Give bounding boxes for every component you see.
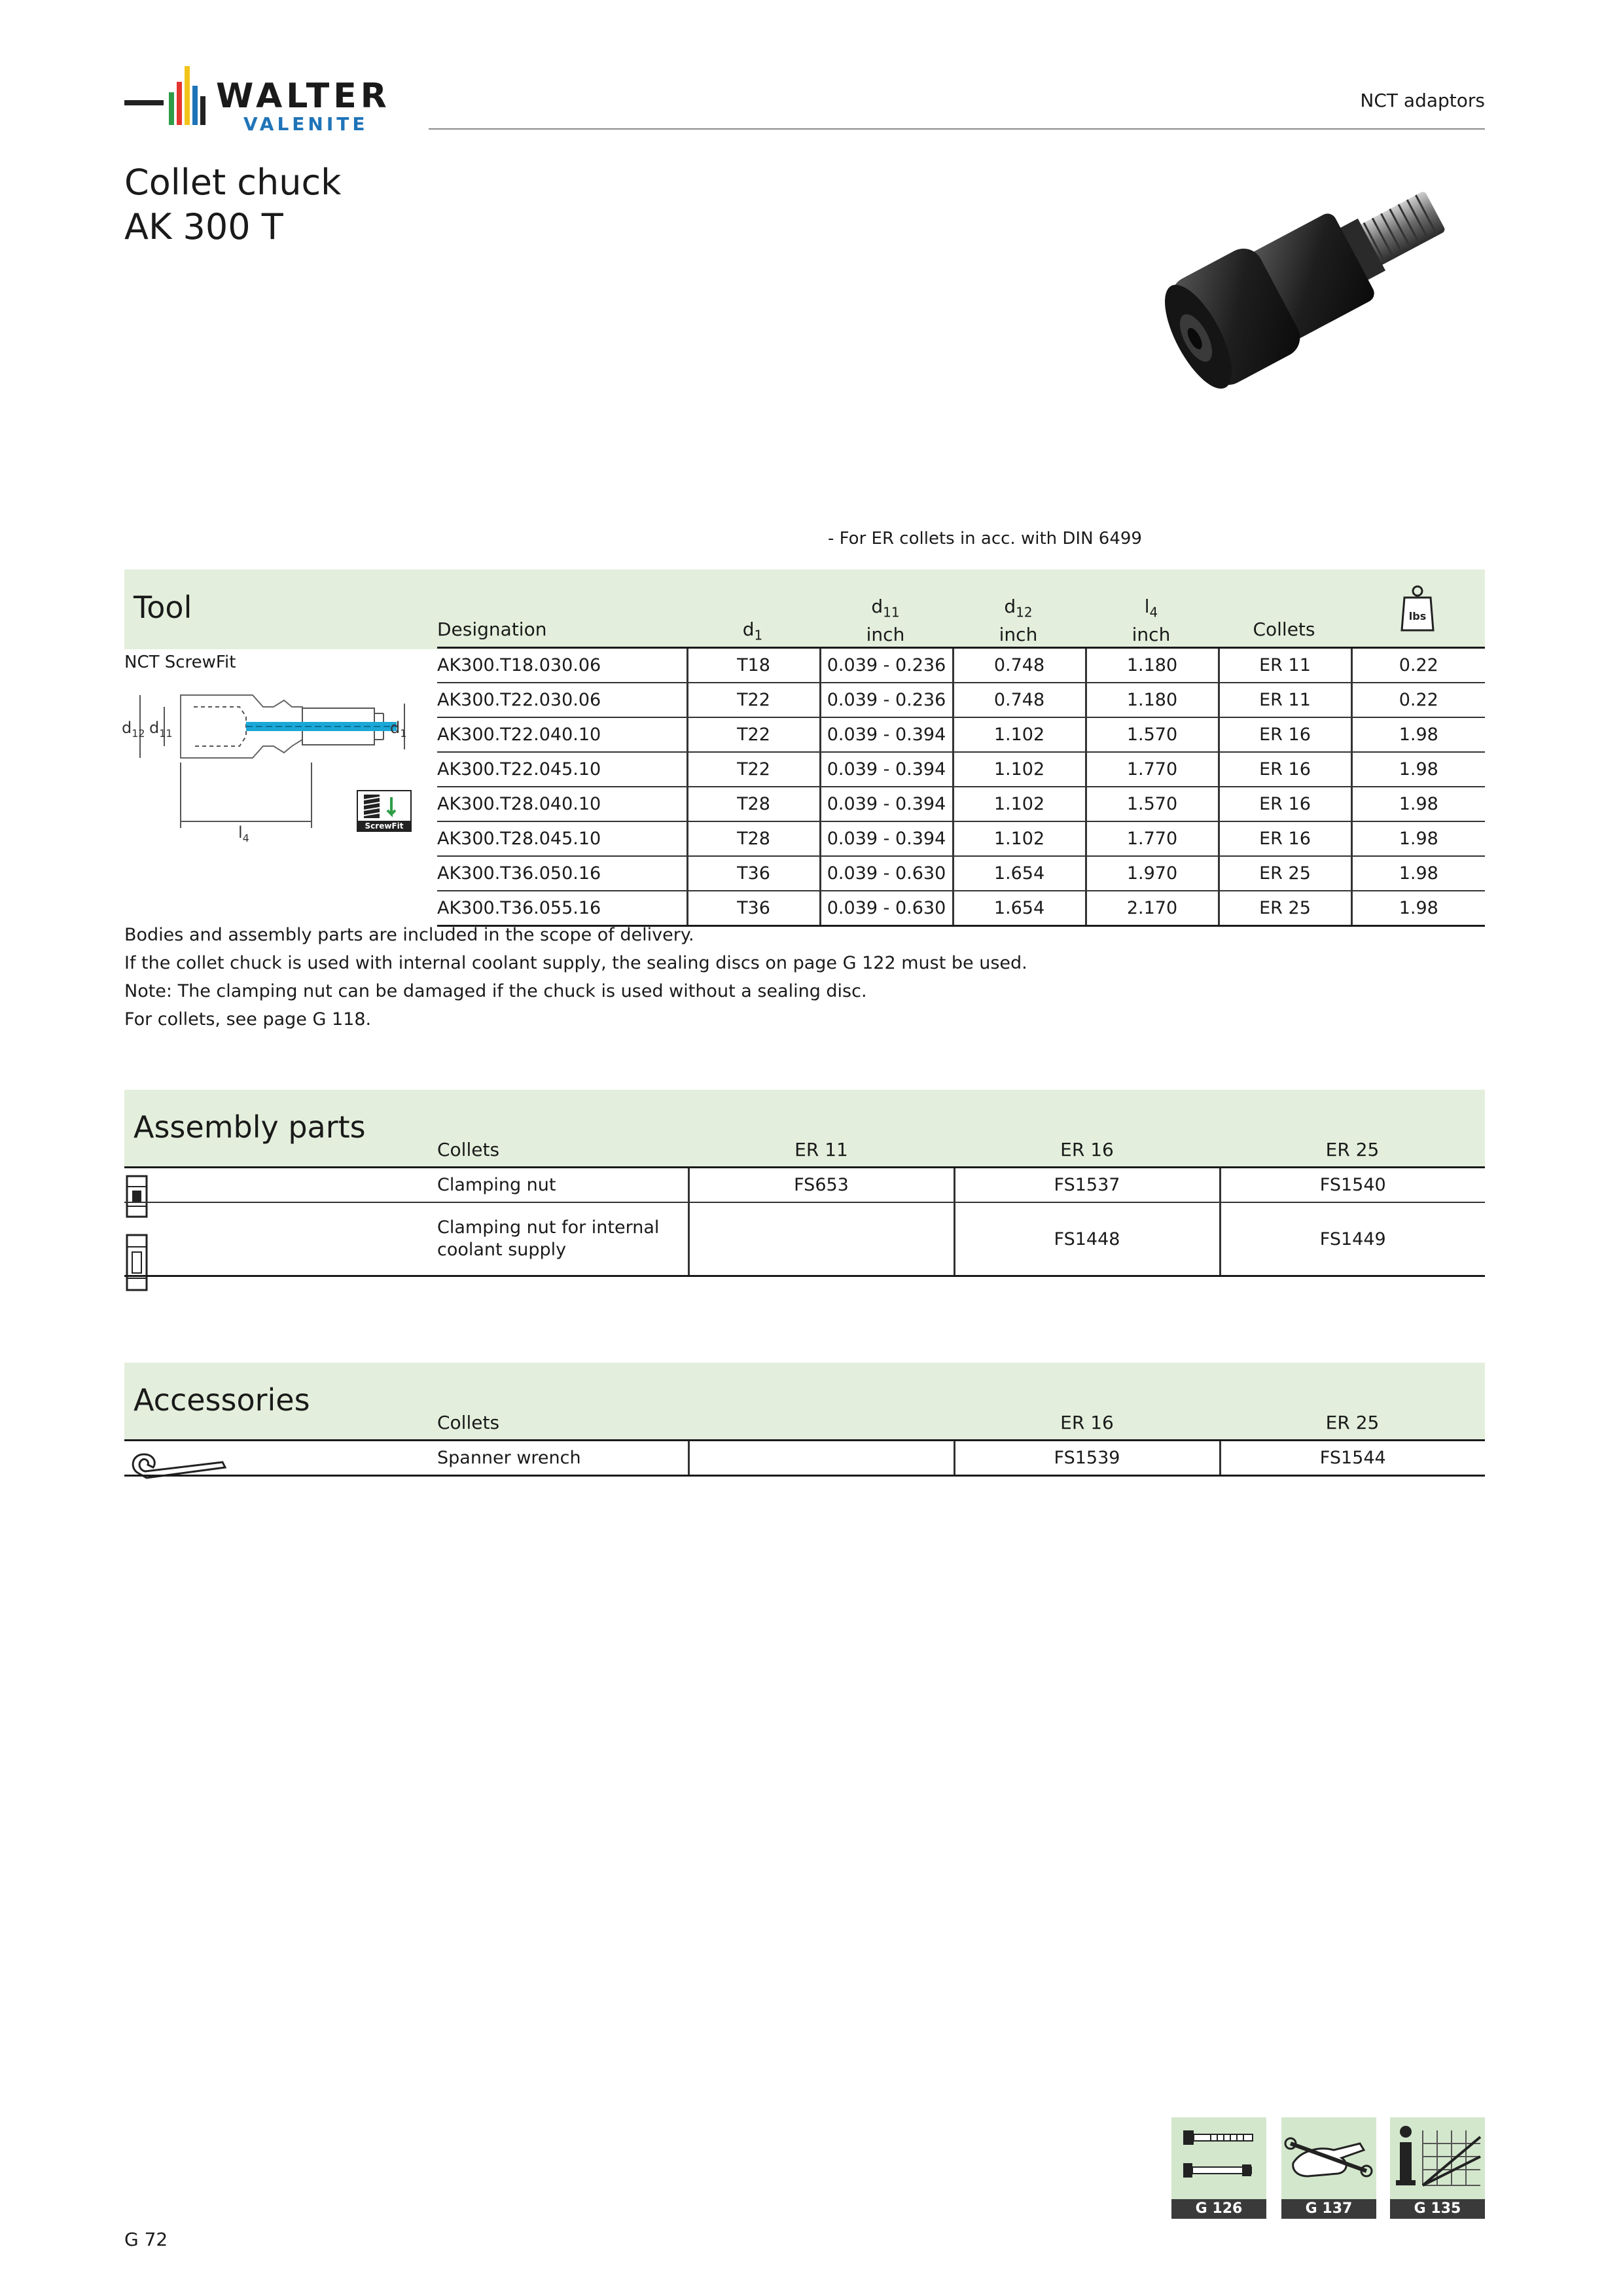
cell-d12: 1.102 — [953, 787, 1086, 821]
part-name-line-1: Clamping nut for internal — [437, 1217, 660, 1238]
bolts-icon — [1171, 2117, 1266, 2199]
table-row — [437, 821, 1485, 856]
cell-blank — [688, 1441, 954, 1476]
cell-designation: AK300.T28.040.10 — [437, 787, 687, 821]
brand-logo — [124, 62, 399, 134]
assembly-collets-label: Collets — [437, 1139, 500, 1160]
note-2: If the collet chuck is used with internal coolant supply, the sealing discs on page G 122 must be used. — [124, 953, 1027, 973]
cell-d1: T36 — [687, 856, 820, 891]
weight-icon — [1399, 584, 1436, 633]
cell-d11: 0.039 - 0.630 — [820, 891, 953, 926]
cell-er25: FS1540 — [1220, 1168, 1485, 1202]
brand-subname: VALENITE — [243, 113, 368, 135]
table-row — [437, 683, 1485, 717]
col-l4-symbol: l — [1144, 596, 1150, 617]
drawing-d1-sub: 1 — [400, 727, 407, 740]
page-title — [124, 160, 341, 249]
cell-d1: T22 — [687, 752, 820, 787]
col-d1-symbol: d — [742, 619, 755, 640]
col-l4 — [1086, 596, 1217, 646]
cell-d12: 0.748 — [953, 649, 1086, 683]
cell-designation: AK300.T18.030.06 — [437, 649, 687, 683]
table-row — [124, 1441, 1485, 1476]
table-row — [437, 649, 1485, 683]
cell-d11: 0.039 - 0.394 — [820, 787, 953, 821]
cell-part-name — [124, 1202, 688, 1276]
table-row — [437, 717, 1485, 752]
cell-d11: 0.039 - 0.236 — [820, 683, 953, 717]
note-1: Bodies and assembly parts are included in the scope of delivery. — [124, 925, 694, 945]
part-name-line-2: coolant supply — [437, 1240, 567, 1260]
product-photo — [1139, 154, 1492, 403]
weight-unit: lbs — [1408, 610, 1427, 622]
collet-chuck-image — [1139, 154, 1492, 403]
cell-weight: 0.22 — [1351, 683, 1485, 717]
cell-collets: ER 16 — [1219, 787, 1351, 821]
tool-dimension-drawing — [122, 681, 416, 844]
col-d12 — [953, 596, 1084, 646]
cell-accessory-name — [124, 1441, 688, 1476]
header-divider — [429, 128, 1485, 130]
svg-text:l4 — [238, 823, 249, 844]
cell-l4: 1.770 — [1086, 821, 1219, 856]
cell-weight: 1.98 — [1351, 856, 1485, 891]
ref-tab-info[interactable] — [1390, 2117, 1485, 2219]
note-3: Note: The clamping nut can be damaged if the chuck is used without a sealing disc. — [124, 981, 867, 1001]
drawing-l4-symbol: l — [238, 823, 243, 842]
col-d1 — [726, 619, 779, 643]
col-d11-unit: inch — [866, 623, 905, 645]
hand-wrench-icon — [1281, 2117, 1376, 2199]
cell-d11: 0.039 - 0.394 — [820, 717, 953, 752]
cell-l4: 1.570 — [1086, 787, 1219, 821]
ref-tab-bolts[interactable] — [1171, 2117, 1266, 2219]
cell-d1: T28 — [687, 821, 820, 856]
accessories-section-title: Accessories — [134, 1382, 310, 1418]
drawing-d12-sub: 12 — [132, 727, 145, 740]
cell-d11: 0.039 - 0.394 — [820, 821, 953, 856]
col-d11 — [820, 596, 951, 646]
cell-collets: ER 25 — [1219, 856, 1351, 891]
ref-label-3: G 135 — [1390, 2199, 1485, 2219]
cell-d1: T22 — [687, 717, 820, 752]
title-line-1: Collet chuck — [124, 162, 342, 203]
cell-d12: 0.748 — [953, 683, 1086, 717]
header-category: NCT adaptors — [1360, 90, 1485, 111]
col-l4-sub: 4 — [1149, 604, 1158, 620]
col-collets: Collets — [1253, 619, 1315, 640]
col-d12-unit: inch — [999, 623, 1038, 645]
cell-designation: AK300.T36.050.16 — [437, 856, 687, 891]
cell-er11 — [688, 1202, 954, 1276]
cell-weight: 1.98 — [1351, 821, 1485, 856]
table-row — [437, 891, 1485, 926]
screwfit-badge — [357, 791, 411, 831]
assembly-col-er16: ER 16 — [1060, 1139, 1114, 1160]
product-note: - For ER collets in acc. with DIN 6499 — [828, 529, 1142, 548]
screwfit-badge-label: ScrewFit — [365, 821, 404, 831]
cell-l4: 1.570 — [1086, 717, 1219, 752]
cell-part-name — [124, 1168, 688, 1202]
cell-collets: ER 11 — [1219, 649, 1351, 683]
cell-er25: FS1449 — [1220, 1202, 1485, 1276]
cell-collets: ER 25 — [1219, 891, 1351, 926]
cell-weight: 1.98 — [1351, 891, 1485, 926]
tool-table — [437, 649, 1485, 927]
col-l4-unit: inch — [1132, 623, 1171, 645]
svg-text:d11 — [149, 719, 173, 740]
note-4: For collets, see page G 118. — [124, 1009, 372, 1030]
cell-designation: AK300.T22.045.10 — [437, 752, 687, 787]
cell-er16: FS1448 — [954, 1202, 1220, 1276]
col-d1-sub: 1 — [754, 627, 763, 643]
cell-l4: 1.970 — [1086, 856, 1219, 891]
bolts-icon-box — [1171, 2117, 1266, 2199]
info-chart-icon — [1390, 2117, 1485, 2199]
cell-d12: 1.654 — [953, 856, 1086, 891]
accessories-table — [124, 1441, 1485, 1477]
accessories-col-er16: ER 16 — [1060, 1412, 1114, 1433]
cell-collets: ER 16 — [1219, 717, 1351, 752]
cell-weight: 1.98 — [1351, 787, 1485, 821]
brand-name: WALTER — [216, 77, 391, 116]
assembly-col-er11: ER 11 — [794, 1139, 848, 1160]
assembly-table — [124, 1168, 1485, 1277]
cell-l4: 1.180 — [1086, 649, 1219, 683]
drawing-d11-symbol: d — [149, 719, 160, 737]
table-row — [124, 1202, 1485, 1276]
title-line-2: AK 300 T — [124, 206, 283, 247]
cell-d12: 1.102 — [953, 821, 1086, 856]
drawing-l4-sub: 4 — [242, 832, 249, 844]
cell-weight: 1.98 — [1351, 752, 1485, 787]
table-row — [437, 856, 1485, 891]
cell-d1: T18 — [687, 649, 820, 683]
accessories-col-er25: ER 25 — [1325, 1412, 1380, 1433]
cell-d11: 0.039 - 0.236 — [820, 649, 953, 683]
cell-d11: 0.039 - 0.630 — [820, 856, 953, 891]
cell-l4: 2.170 — [1086, 891, 1219, 926]
assembly-section-title: Assembly parts — [134, 1109, 366, 1145]
drawing-d11-sub: 11 — [159, 727, 173, 740]
cell-designation: AK300.T28.045.10 — [437, 821, 687, 856]
assembly-col-er25: ER 25 — [1325, 1139, 1380, 1160]
cell-collets: ER 16 — [1219, 752, 1351, 787]
cell-weight: 0.22 — [1351, 649, 1485, 683]
page-number: G 72 — [124, 2229, 168, 2250]
cell-designation: AK300.T36.055.16 — [437, 891, 687, 926]
col-d12-symbol: d — [1004, 596, 1016, 617]
col-d12-sub: 12 — [1016, 604, 1033, 620]
col-designation: Designation — [437, 619, 547, 640]
cell-weight: 1.98 — [1351, 717, 1485, 752]
cell-collets: ER 11 — [1219, 683, 1351, 717]
drawing-d1-symbol: d — [390, 719, 401, 737]
ref-label-2: G 137 — [1281, 2199, 1376, 2219]
cell-er25: FS1544 — [1220, 1441, 1485, 1476]
col-d11-symbol: d — [871, 596, 883, 617]
accessories-collets-label: Collets — [437, 1412, 500, 1433]
cell-er16: FS1539 — [954, 1441, 1220, 1476]
ref-label-1: G 126 — [1171, 2199, 1266, 2219]
part-name-text: Clamping nut — [437, 1175, 556, 1195]
cell-designation: AK300.T22.030.06 — [437, 683, 687, 717]
cell-er11: FS653 — [688, 1168, 954, 1202]
info-chart-icon-box — [1390, 2117, 1485, 2199]
tool-sub-label: NCT ScrewFit — [124, 653, 236, 672]
cell-d12: 1.102 — [953, 717, 1086, 752]
cell-d12: 1.654 — [953, 891, 1086, 926]
cell-d12: 1.102 — [953, 752, 1086, 787]
col-d11-sub: 11 — [883, 604, 900, 620]
table-row — [124, 1168, 1485, 1202]
cell-l4: 1.770 — [1086, 752, 1219, 787]
table-row — [437, 752, 1485, 787]
cell-l4: 1.180 — [1086, 683, 1219, 717]
tool-section-title: Tool — [134, 590, 192, 625]
cell-er16: FS1537 — [954, 1168, 1220, 1202]
drawing-d12-symbol: d — [122, 719, 132, 737]
svg-text:d12 — [122, 719, 145, 740]
cell-d1: T22 — [687, 683, 820, 717]
cell-designation: AK300.T22.040.10 — [437, 717, 687, 752]
cell-d1: T36 — [687, 891, 820, 926]
table-row — [437, 787, 1485, 821]
cell-d11: 0.039 - 0.394 — [820, 752, 953, 787]
accessory-name-text: Spanner wrench — [437, 1448, 581, 1468]
cell-collets: ER 16 — [1219, 821, 1351, 856]
ref-tab-handling[interactable] — [1281, 2117, 1376, 2219]
hand-wrench-icon-box — [1281, 2117, 1376, 2199]
cell-d1: T28 — [687, 787, 820, 821]
